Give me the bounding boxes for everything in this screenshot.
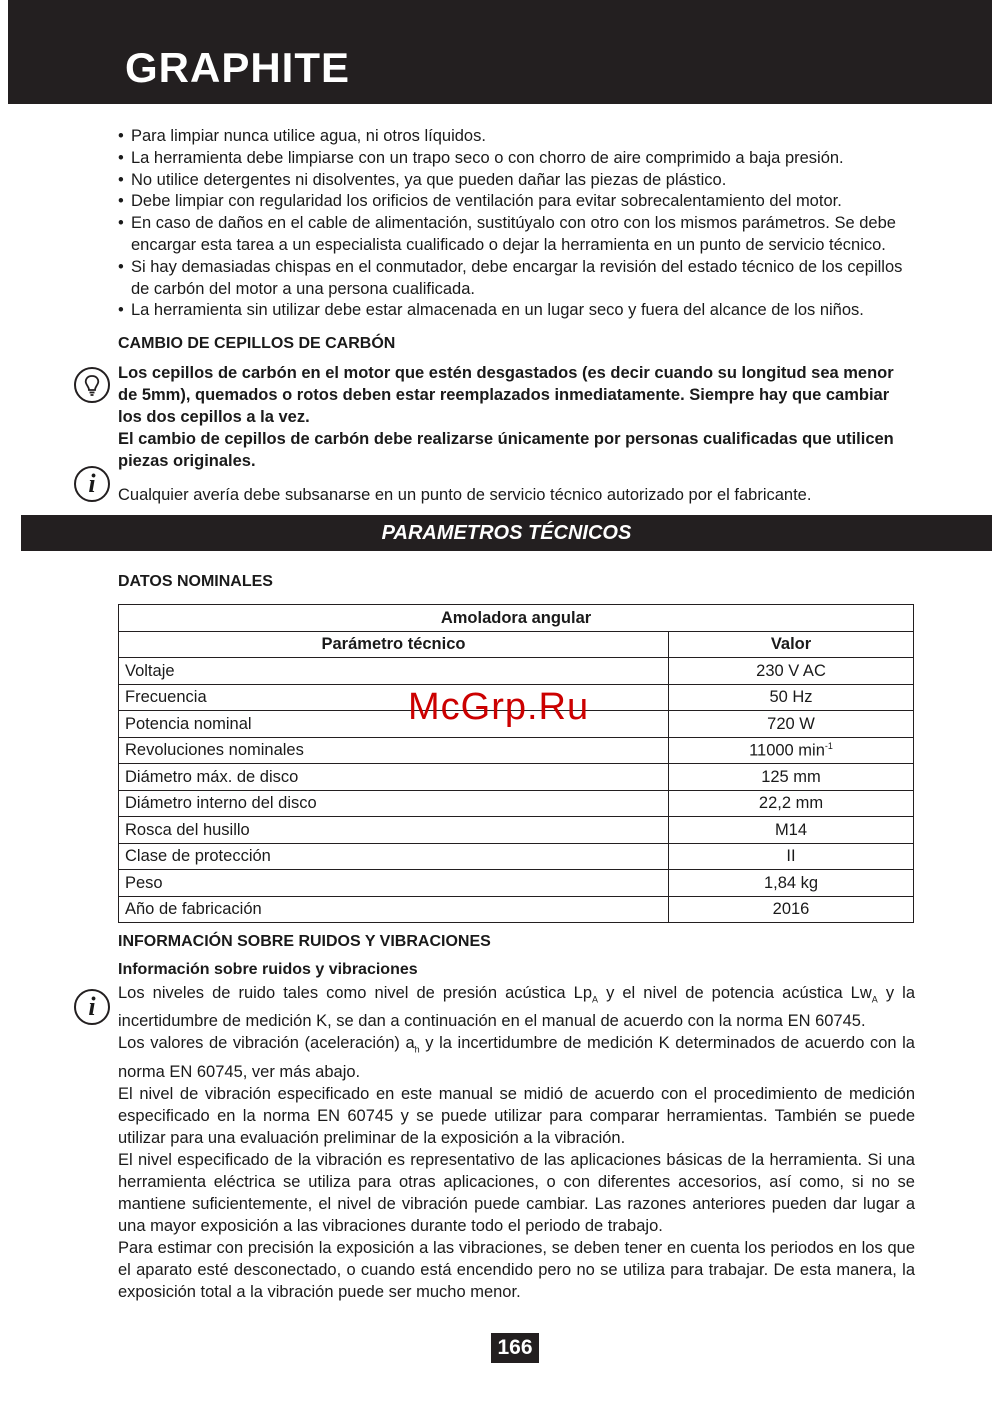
noise-paragraph-4: El nivel especificado de la vibración es representativo de las aplicaciones básicas de la herramienta. Si una herramienta eléctrica se utiliza para otras aplicaciones, o con diferentes accesorios, así como, si no se mantiene suficientemente, el nivel de vibración puede cambiar. Las razones anteriores pueden dar lugar a una mayor exposición a las vibraciones durante todo el periodo de trabajo. [118, 1150, 915, 1235]
info-icon: i [74, 989, 110, 1025]
table-row [119, 737, 914, 764]
service-note: Cualquier avería debe subsanarse en un punto de servicio técnico autorizado por el fabricante. [118, 486, 812, 504]
table-title: Amoladora angular [119, 605, 914, 632]
text-run: Los valores de vibración (aceleración) a [118, 1034, 415, 1053]
table-header-row [119, 631, 914, 658]
value-cell: 50 Hz [669, 684, 914, 711]
value-cell: 720 W [669, 711, 914, 738]
param-cell: Potencia nominal [119, 711, 669, 738]
cleaning-bullet-list [118, 126, 918, 322]
value-cell: 22,2 mm [669, 790, 914, 817]
text-run: y la incertidumbre de medición K, se dan a continuación en el manual de acuerdo con la norma EN 60745. [118, 984, 915, 1031]
noise-paragraph-5: Para estimar con precisión la exposición a las vibraciones, se deben tener en cuenta los periodos en los que el aparato esté desconectado, o cuando está encendido pero no se utiliza para trabajar. De esta manera, la exposición total a la vibración puede ser mucho menor. [118, 1238, 915, 1301]
value-cell: II [669, 843, 914, 870]
specs-table [118, 604, 914, 923]
param-cell: Clase de protección [119, 843, 669, 870]
list-item: • Para limpiar nunca utilice agua, ni otros líquidos. [118, 126, 918, 148]
param-cell: Año de fabricación [119, 896, 669, 923]
table-row [119, 870, 914, 897]
value-cell: M14 [669, 817, 914, 844]
technical-parameters-banner: PARAMETROS TÉCNICOS [21, 515, 992, 551]
table-title-row [119, 605, 914, 632]
page-number: 166 [491, 1333, 539, 1363]
table-row [119, 658, 914, 685]
noise-section-title: INFORMACIÓN SOBRE RUIDOS Y VIBRACIONES [118, 933, 491, 950]
lightbulb-icon [74, 367, 110, 403]
info-icon: i [74, 466, 110, 502]
value-cell: 125 mm [669, 764, 914, 791]
value-superscript: -1 [824, 740, 833, 751]
param-cell: Peso [119, 870, 669, 897]
brush-qualified-paragraph: El cambio de cepillos de carbón debe realizarse únicamente por personas cualificadas que utilicen piezas originales. [118, 430, 894, 470]
brush-warning-paragraph: Los cepillos de carbón en el motor que estén desgastados (es decir cuando su longitud sea menor de 5mm), quemados o rotos deben estar reemplazados inmediatamente. Siempre hay que cambiar los dos cepillos a la vez. [118, 364, 894, 426]
param-cell: Diámetro máx. de disco [119, 764, 669, 791]
param-cell: Rosca del husillo [119, 817, 669, 844]
param-cell: Frecuencia [119, 684, 669, 711]
subscript: A [871, 994, 878, 1005]
table-row [119, 817, 914, 844]
watermark: McGrp.Ru [408, 686, 590, 728]
col-header-param: Parámetro técnico [119, 631, 669, 658]
table-row [119, 843, 914, 870]
list-item: • Si hay demasiadas chispas en el conmutador, debe encargar la revisión del estado técnico de los cepillos de carbón del motor a una persona cualificada. [118, 257, 918, 301]
list-item: • No utilice detergentes ni disolventes, ya que pueden dañar las piezas de plástico. [118, 170, 918, 192]
value-text: 11000 min [749, 741, 825, 760]
list-item: • Debe limpiar con regularidad los orificios de ventilación para evitar sobrecalentamiento del motor. [118, 191, 918, 213]
subscript: A [592, 994, 599, 1005]
brand-logo: GRAPHITE [125, 44, 351, 91]
noise-paragraph-2 [118, 1032, 915, 1082]
noise-body [118, 982, 915, 1303]
value-cell: 230 V AC [669, 658, 914, 685]
nominal-data-title: DATOS NOMINALES [118, 573, 273, 590]
text-run: y el nivel de potencia acústica Lw [598, 984, 872, 1002]
noise-paragraph-3: El nivel de vibración especificado en este manual se midió de acuerdo con el procedimiento de medición especificado en la norma EN 60745 y se puede utilizar para comparar herramientas. También se puede utilizar para una evaluación preliminar de la exposición a la vibración. [118, 1084, 915, 1147]
param-cell: Diámetro interno del disco [119, 790, 669, 817]
list-item: • En caso de daños en el cable de alimentación, sustitúyalo con otro con los mismos parámetros. Se debe encargar esta tarea a un especialista cualificado o dejar la herramienta en un punto de servicio técnico. [118, 213, 918, 257]
value-cell: 2016 [669, 896, 914, 923]
table-row [119, 896, 914, 923]
value-cell: 1,84 kg [669, 870, 914, 897]
table-row [119, 790, 914, 817]
text-run: Los niveles de ruido tales como nivel de presión acústica Lp [118, 984, 593, 1002]
list-item: • La herramienta sin utilizar debe estar almacenada en un lugar seco y fuera del alcance de los niños. [118, 300, 918, 322]
param-cell: Revoluciones nominales [119, 737, 669, 764]
col-header-value: Valor [669, 631, 914, 658]
noise-subtitle: Información sobre ruidos y vibraciones [118, 961, 418, 978]
brush-section-title: CAMBIO DE CEPILLOS DE CARBÓN [118, 335, 396, 352]
list-item: • La herramienta debe limpiarse con un trapo seco o con chorro de aire comprimido a baja presión. [118, 148, 918, 170]
subscript: h [414, 1044, 420, 1055]
noise-paragraph-1 [118, 982, 915, 1032]
value-cell [669, 737, 914, 764]
table-row [119, 764, 914, 791]
param-cell: Voltaje [119, 658, 669, 685]
text-run: y la incertidumbre de medición K determinados de acuerdo con la norma EN 60745, ver más abajo. [118, 1034, 915, 1081]
header-bar [8, 0, 992, 104]
